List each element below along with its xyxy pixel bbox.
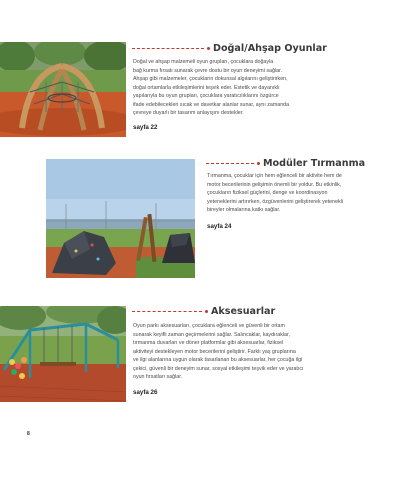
body-line: Doğal ve ahşap malzemeli oyun grupları, çocuklara doğayla <box>133 59 274 65</box>
heading-dash <box>206 163 254 164</box>
body-line: tırmanma duvarları ve döner platformlar gibi aksesuarlar, fiziksel <box>133 340 284 346</box>
body-line: bağ kurma fırsatı sunarak çevre dostu bir oyun deneyimi sağlar. <box>133 67 282 74</box>
section-body-climbing <box>207 172 343 215</box>
heading-dash <box>132 48 204 49</box>
body-line: çekici, güvenli bir deneyim sunar, sosyal etkileşimi teşvik eder ve yaratıcı <box>133 365 304 372</box>
body-line: bireyler olmalarına katkı sağlar. <box>207 207 281 213</box>
body-line: ifade edebilecekleri sıcak ve davetkar alanlar sunar, aynı zamanda <box>133 101 290 108</box>
body-line: motor becerilerinin gelişimin önemli bir yoldur. Bu etkinlik, <box>207 181 342 188</box>
page-reference: sayfa 26 <box>133 389 158 396</box>
page-reference: sayfa 22 <box>133 124 158 131</box>
playground-accessories-photo <box>0 306 126 402</box>
section-title: Modüler Tırmanma <box>263 158 366 169</box>
body-line: Oyun parkı aksesuarları, çocuklara eğlenceli ve güvenli bir ortam <box>133 323 285 329</box>
page-reference: sayfa 24 <box>207 223 232 230</box>
page-number: 8 <box>27 431 30 437</box>
section-heading-wooden <box>132 43 327 54</box>
heading-dot <box>207 47 210 50</box>
wooden-playground-photo <box>0 42 126 137</box>
body-line: Ahşap gibi malzemeler, çocukların dokunsal algılarını geliştirirken, <box>133 76 288 82</box>
body-line: yapılarıyla bu oyun grupları, çocuklara yaratıcılıklarını özgürce <box>133 93 279 99</box>
body-line: Tırmanma, çocuklar için hem eğlenceli bir aktivite hem de <box>207 173 342 179</box>
section-title: Aksesuarlar <box>211 306 276 317</box>
body-line: ve ilgi alanlarına uygun olarak tasarlanan bu aksesuarlar, her çocuğa ilgi <box>133 357 303 363</box>
section-body-wooden <box>133 58 289 118</box>
section-heading-accessories <box>132 306 275 317</box>
heading-dot <box>205 310 208 313</box>
body-line: sunarak keyifli zaman geçirmelerini sağlar. Salıncaklar, kaydıraklar, <box>133 331 290 338</box>
section-body-accessories <box>133 322 303 382</box>
body-line: doğal ortamlarla etkileşimlerini teşvik eder. Estetik ve dayanıklı <box>133 84 280 91</box>
body-line: çevreye duyarlı bir tasarım anlayışını destekler. <box>133 110 244 116</box>
body-line: yeteneklerini artırırken, özgüvenlerini geliştirerek yetenekli <box>207 198 344 205</box>
section-heading-climbing <box>206 158 365 169</box>
heading-dash <box>132 311 202 312</box>
body-line: aktiviteyi destekleyen motor becerilerini geliştirir. Farklı yaş gruplarına <box>133 348 296 355</box>
climbing-structure-photo <box>46 159 195 278</box>
section-title: Doğal/Ahşap Oyunlar <box>213 43 327 54</box>
heading-dot <box>257 162 260 165</box>
body-line: çocukların fiziksel güçlerini, denge ve koordinasyon <box>207 190 328 196</box>
body-line: oyun fırsatları sağlar. <box>133 374 183 380</box>
